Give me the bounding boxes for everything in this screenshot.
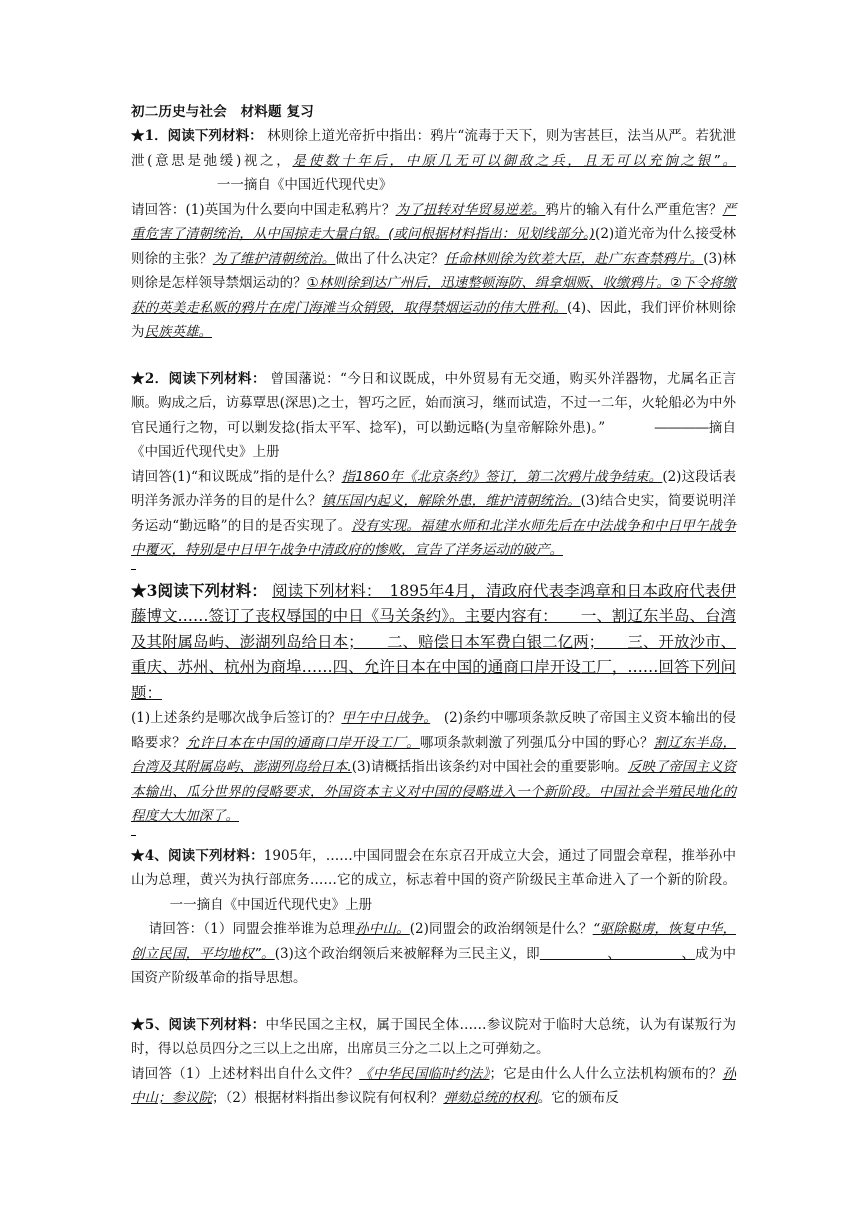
question-1-source-text: 一一摘自《中国近代现代史》 — [216, 177, 393, 193]
q2-answer-2: 镇压国内起义，解除外患，维护清朝统治。 — [321, 493, 581, 509]
q4-prompt-2: (2)同盟会的政治纲领是什么？ — [409, 921, 593, 937]
q5-prompt-2: ；它是由什么人什么立法机构颁布的？ — [489, 1065, 723, 1082]
page-title: 初二历史与社会 材料题 复习 — [131, 104, 314, 120]
q4-answer-blank[interactable]: 、 、 — [539, 945, 696, 962]
q2-prompt-1: 请回答(1)“和议既成”指的是什么？ — [131, 468, 342, 485]
question-4-questions — [131, 917, 736, 991]
question-3-material-text: 阅读下列材料： 1895年4月，清政府代表李鸿章和日本政府代表伊藤博文……签订了丧权辱国的中日《马关条约》。主要内容有： 一、割辽东半岛、台湾及其附属岛屿、澎湖列岛给日本； 二、赔偿日本军费白银二亿两； 三、开放沙市、重庆、苏州、杭州为商埠……四、允许日本在中国的通商口岸开设工厂，……回答下列问题： — [131, 581, 737, 702]
q5-prompt-3: ；（2）根据材料指出参议院有何权利？ — [212, 1090, 444, 1106]
question-5-material-text: 中华民国之主权，属于国民全体……参议院对于临时大总统，认为有谋叛行为时，得以总员四分之三以上之出席，出席员三分之二以上之可弹劾之。 — [131, 1016, 736, 1057]
q3-prompt-2: (2)条约中哪项条款反映了帝国主义资本输出的侵略要求？ — [131, 710, 736, 751]
q2-prompt-2: (2)这段话表明洋务派办洋务的目的是什么？ — [131, 468, 736, 509]
question-4-heading: ★4、阅读下列材料： — [131, 847, 264, 864]
q1-prompt-1: 请回答：(1)英国为什么要向中国走私鸦片？ — [131, 201, 396, 218]
q4-answer-2: “驱除鞑虏，恢复中华，创立民国，平均地权”。 — [131, 921, 737, 962]
question-4-material — [131, 844, 736, 918]
q3-prompt-3: 哪项条款刺激了列强瓜分中国的野心？ — [419, 734, 654, 751]
question-5-heading: ★5、阅读下列材料： — [131, 1016, 266, 1033]
question-2-questions — [131, 465, 736, 563]
q4-prompt-3: (3)这个政治纲领后来被解释为三民主义，即 — [274, 945, 540, 962]
q1-answer-5: ①林则徐到达广州后，迅速整顿海防、缉拿烟贩、收缴鸦片。②下令将缴获的英美走私贩的鸦片在虎门海滩当众销毁，取得禁烟运动的伟大胜利。 — [131, 275, 736, 316]
q3-prompt-1: (1)上述条约是哪次战争后签订的？ — [131, 710, 342, 726]
q5-prompt-4: 。它的颁布反 — [537, 1090, 619, 1106]
question-1-material-underlined: 是使数十年后，中原几无可以御敌之兵，且无可以充饷之银”。 — [292, 152, 736, 169]
question-1-questions — [131, 198, 736, 345]
question-2-heading: ★2．阅读下列材料： — [131, 370, 266, 387]
question-4-material-text: 1905年，……中国同盟会在东京召开成立大会，通过了同盟会章程，推举孙中山为总理，黄兴为执行部庶务……它的成立，标志着中国的资产阶级民主革命进入了一个新的阶段。 — [131, 847, 736, 888]
q5-answer-2: 孙中山；参议院 — [131, 1065, 737, 1106]
q1-answer-1: 为了扭转对华贸易逆差。 — [395, 201, 546, 218]
question-4-source-text: 一一摘自《中国近代现代史》上册 — [169, 896, 373, 913]
q2-prompt-3: (3)结合史实，简要说明洋务运动“勤远略”的目的是否实现了。 — [131, 493, 736, 534]
q1-prompt-5: (3)林则徐是怎样领导禁烟运动的？ — [131, 250, 736, 291]
q1-answer-6: 民族英雄。 — [144, 324, 212, 340]
q1-prompt-6: (4)、因此，我们评价林则徐为 — [131, 299, 736, 340]
q1-prompt-2: 鸦片的输入有什么严重危害？ — [545, 201, 723, 218]
question-1-source — [131, 177, 217, 193]
q5-answer-1: 《中华民国临时约法》 — [359, 1065, 490, 1082]
q3-answer-1: 甲午中日战争。 — [341, 710, 431, 726]
question-1-material — [131, 124, 736, 198]
question-3-heading: ★3阅读下列材料： — [131, 580, 268, 600]
question-2-source-text: ――――摘自《中国近代现代史》上册 — [131, 419, 737, 460]
q4-prompt-1: 请回答：（1）同盟会推举谁为总理 — [148, 921, 356, 937]
document-page — [131, 100, 736, 1111]
q1-answer-2: 严重危害了清朝统治，从中国掠走大量白银。(或问根据材料指出：见划线部分。) — [131, 201, 736, 242]
question-2-source-spacer — [610, 420, 655, 436]
q5-answer-3: 弹劾总统的权利 — [443, 1090, 538, 1106]
question-5-material — [131, 1013, 736, 1062]
question-2-material — [131, 367, 736, 465]
q1-prompt-3: (2)道光帝为什么接受林则徐的主张？ — [131, 226, 736, 267]
question-3-questions — [131, 706, 736, 829]
q1-answer-4: 任命林则徐为钦差大臣，赴广东查禁鸦片。 — [444, 250, 704, 267]
q3-answer-2: 允许日本在中国的通商口岸开设工厂。 — [186, 734, 420, 751]
q3-answer-4: 反映了帝国主义资本输出、瓜分世界的侵略要求，外国资本主义对中国的侵略进入一个新阶段。中国社会半殖民地化的程度大大加深了。 — [131, 759, 737, 824]
question-1-heading: ★1．阅读下列材料： — [131, 128, 263, 144]
question-3-material — [131, 578, 736, 707]
divider-mark — [131, 569, 136, 570]
q2-answer-3: 没有实现。福建水师和北洋水师先后在中法战争和中日甲午战争中覆灭，特别是中日甲午战争中清政府的惨败，宣告了洋务运动的破产。 — [131, 517, 736, 558]
question-1-material-text: 林则徐上道光帝折中指出：鸦片“流毒于天下，则为害甚巨，法当从严。若犹泄泄(意思是弛缓)视之， — [131, 128, 736, 169]
q3-answer-3: 割辽东半岛，台湾及其附属岛屿、澎湖列岛给日本. — [131, 734, 737, 775]
q2-answer-1: 指1860年《北京条约》签订，第二次鸦片战争结束。 — [341, 468, 663, 485]
q3-prompt-4: (3)请概括指出该条约对中国社会的重要影响。 — [351, 759, 628, 775]
q4-answer-1: 孙中山。 — [355, 921, 410, 937]
q1-answer-3: 为了维护清朝统治。 — [212, 250, 336, 267]
question-2-material-text: 曾国藩说：“今日和议既成，中外贸易有无交通，购买外洋器物，尤属名正言顺。购成之后，访募覃思(深思)之士，智巧之匠，始而演习，继而试造，不过一二年，火轮船必为中外官民通行之物，可以剿发捻(指太平军、捻军)，可以勤远略(为皇帝解除外患)。” — [131, 370, 736, 436]
question-5-questions — [131, 1062, 736, 1111]
q5-prompt-1: 请回答（1）上述材料出自什么文件？ — [131, 1065, 360, 1082]
q4-prompt-4: 成为中国资产阶级革命的指导思想。 — [131, 945, 736, 986]
q1-prompt-4: 做出了什么决定？ — [335, 250, 445, 267]
divider-mark-2 — [131, 835, 136, 836]
